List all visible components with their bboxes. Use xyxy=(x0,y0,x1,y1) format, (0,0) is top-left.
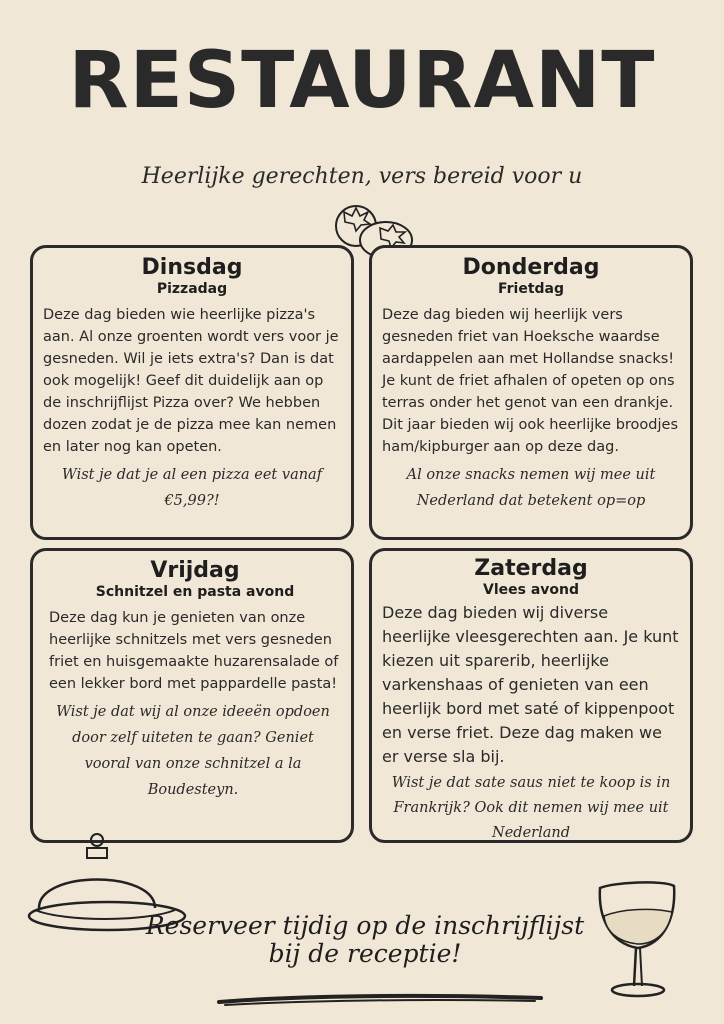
card-theme: Pizzadag xyxy=(156,281,228,297)
card-body: Deze dag bieden wie heerlijke pizza's aan. Al onze groenten wordt vers voor je gesneden. Wil je iets extra's? Dan is dat ook mogelijk! Geef dit duidelijk aan op de inschrijflijst Pizza over? We hebben dozen zodat je de pizza mee kan nemen en later nog kan opeten. xyxy=(43,307,339,455)
menu-card-dinsdag xyxy=(30,245,354,540)
card-body: Deze dag kun je genieten van onze heerlijke schnitzels met vers gesneden friet en huisgemaakte huzarensalade of een lekker bord met pappardelle pasta! xyxy=(49,610,339,692)
menu-card-vrijdag xyxy=(30,548,354,843)
card-tip: Wist je dat sate saus niet te koop is in Frankrijk? Ook dit nemen wij mee uit Nederland xyxy=(391,775,671,841)
card-day: Dinsdag xyxy=(141,255,243,280)
menu-card-zaterdag xyxy=(369,548,693,843)
page-subtitle: Heerlijke gerechten, vers bereid voor u xyxy=(141,164,583,189)
reservation-note: Reserveer tijdig op de inschrijflijst bij de receptie! xyxy=(145,911,585,968)
card-tip: Wist je dat je al een pizza eet vanaf €5,99?! xyxy=(61,467,323,509)
card-tip: Al onze snacks nemen wij mee uit Nederland dat betekent op=op xyxy=(406,467,656,509)
card-day: Vrijdag xyxy=(150,558,240,583)
card-day: Donderdag xyxy=(462,255,600,280)
card-theme: Frietdag xyxy=(497,281,565,297)
card-body: Deze dag bieden wij heerlijk vers gesneden friet van Hoeksche waardse aardappelen aan met Hollandse snacks! Je kunt de friet afhalen of opeten op ons terras onder het genot van een drankje. Dit jaar bieden wij ook heerlijke broodjes ham/kipburger aan op deze dag. xyxy=(382,307,678,455)
card-body: Deze dag bieden wij diverse heerlijke vleesgerechten aan. Je kunt kiezen uit sparerib, heerlijke varkenshaas of genieten van een heerlijk bord met saté of kippenpoot en verse friet. Deze dag maken we er verse sla bij. xyxy=(382,603,679,766)
card-tip: Wist je dat wij al onze ideeën opdoen door zelf uiteten te gaan? Geniet vooral van onze schnitzel a la Boudesteyn. xyxy=(56,704,330,798)
wine-glass-icon xyxy=(594,878,684,1008)
card-theme: Vlees avond xyxy=(482,582,579,598)
card-day: Zaterdag xyxy=(474,556,588,581)
page-title: RESTAURANT xyxy=(68,36,656,126)
brush-underline xyxy=(215,990,545,1010)
menu-card-donderdag xyxy=(369,245,693,540)
card-theme: Schnitzel en pasta avond xyxy=(95,584,295,600)
